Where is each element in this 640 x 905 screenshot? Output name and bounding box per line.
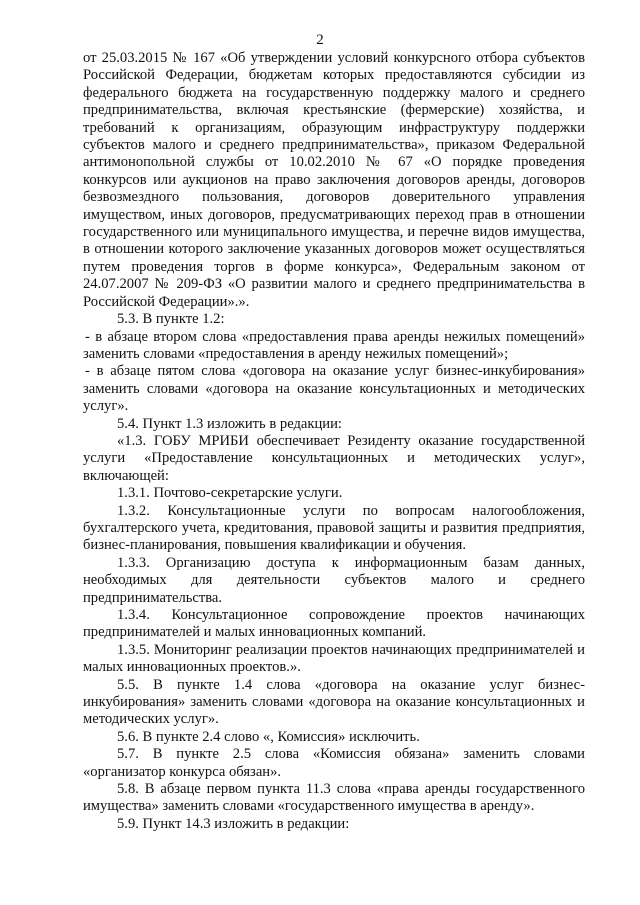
paragraph-5-3-item-1: - в абзаце втором слова «предоставления права аренды нежилых помещений» заменить словами «предоставления в аренду нежилых помещений»; (83, 328, 585, 362)
paragraph-5-5: 5.5. В пункте 1.4 слова «договора на оказание услуг бизнес-инкубирования» заменить словами «договора на оказание консультационных и методических услуг». (83, 676, 585, 728)
paragraph-intro-continuation: от 25.03.2015 № 167 «Об утверждении условий конкурсного отбора субъектов Российской Федерации, бюджетам которых предоставляются субсидии из федерального бюджета на государственную поддержку малого и среднего предпринимательства, включая крестьянские (фермерские) хозяйства, и требований к организациям, образующим инфраструктуру поддержки субъектов малого и среднего предпринимательства», приказом Федеральной антимонопольной службы от 10.02.2010 № 67 «О порядке проведения конкурсов или аукционов на право заключения договоров аренды, договоров безвозмездного пользования, договоров доверительного управления имуществом, иных договоров, предусматривающих переход прав в отношении государственного или муниципального имущества, и перечне видов имущества, в отношении которого заключение указанных договоров может осуществляться путем проведения торгов в форме конкурса», Федеральным законом от 24.07.2007 № 209-ФЗ «О развитии малого и среднего предпринимательства в Российской Федерации».». (83, 50, 585, 310)
paragraph-5-8: 5.8. В абзаце первом пункта 11.3 слова «права аренды государственного имущества» заменить словами «государственного имущества в аренду». (83, 781, 585, 815)
page-number: 2 (316, 32, 324, 48)
paragraph-1-3-4: 1.3.4. Консультационное сопровождение проектов начинающих предпринимателей и малых инновационных компаний. (83, 607, 585, 641)
document-body (83, 50, 585, 833)
paragraph-1-3-5: 1.3.5. Мониторинг реализации проектов начинающих предпринимателей и малых инновационных проектов.». (83, 641, 585, 676)
paragraph-5-7: 5.7. В пункте 2.5 слова «Комиссия обязана» заменить словами «организатор конкурса обязан». (83, 746, 585, 780)
paragraph-5-9: 5.9. Пункт 14.3 изложить в редакции: (117, 815, 350, 832)
paragraph-1-3-1: 1.3.1. Почтово-секретарские услуги. (117, 485, 343, 502)
paragraph-5-6: 5.6. В пункте 2.4 слово «, Комиссия» исключить. (117, 728, 420, 745)
paragraph-5-3-item-2: - в абзаце пятом слова «договора на оказание услуг бизнес-инкубирования» заменить словами «договора на оказание консультационных и методических услуг». (83, 363, 585, 415)
paragraph-1-3-3: 1.3.3. Организацию доступа к информационным базам данных, необходимых для деятельности субъектов малого и среднего предпринимательства. (83, 554, 585, 606)
paragraph-5-4-heading: 5.4. Пункт 1.3 изложить в редакции: (117, 415, 342, 432)
paragraph-1-3: «1.3. ГОБУ МРИБИ обеспечивает Резиденту оказание государственной услуги «Предоставление консультационных и методических услуг», включающей: (83, 432, 585, 484)
paragraph-1-3-2: 1.3.2. Консультационные услуги по вопросам налогообложения, бухгалтерского учета, кредитования, правовой защиты и развития предприятия, бизнес-планирования, повышения квалификации и обучения. (83, 502, 585, 554)
paragraph-5-3-heading: 5.3. В пункте 1.2: (117, 311, 225, 328)
